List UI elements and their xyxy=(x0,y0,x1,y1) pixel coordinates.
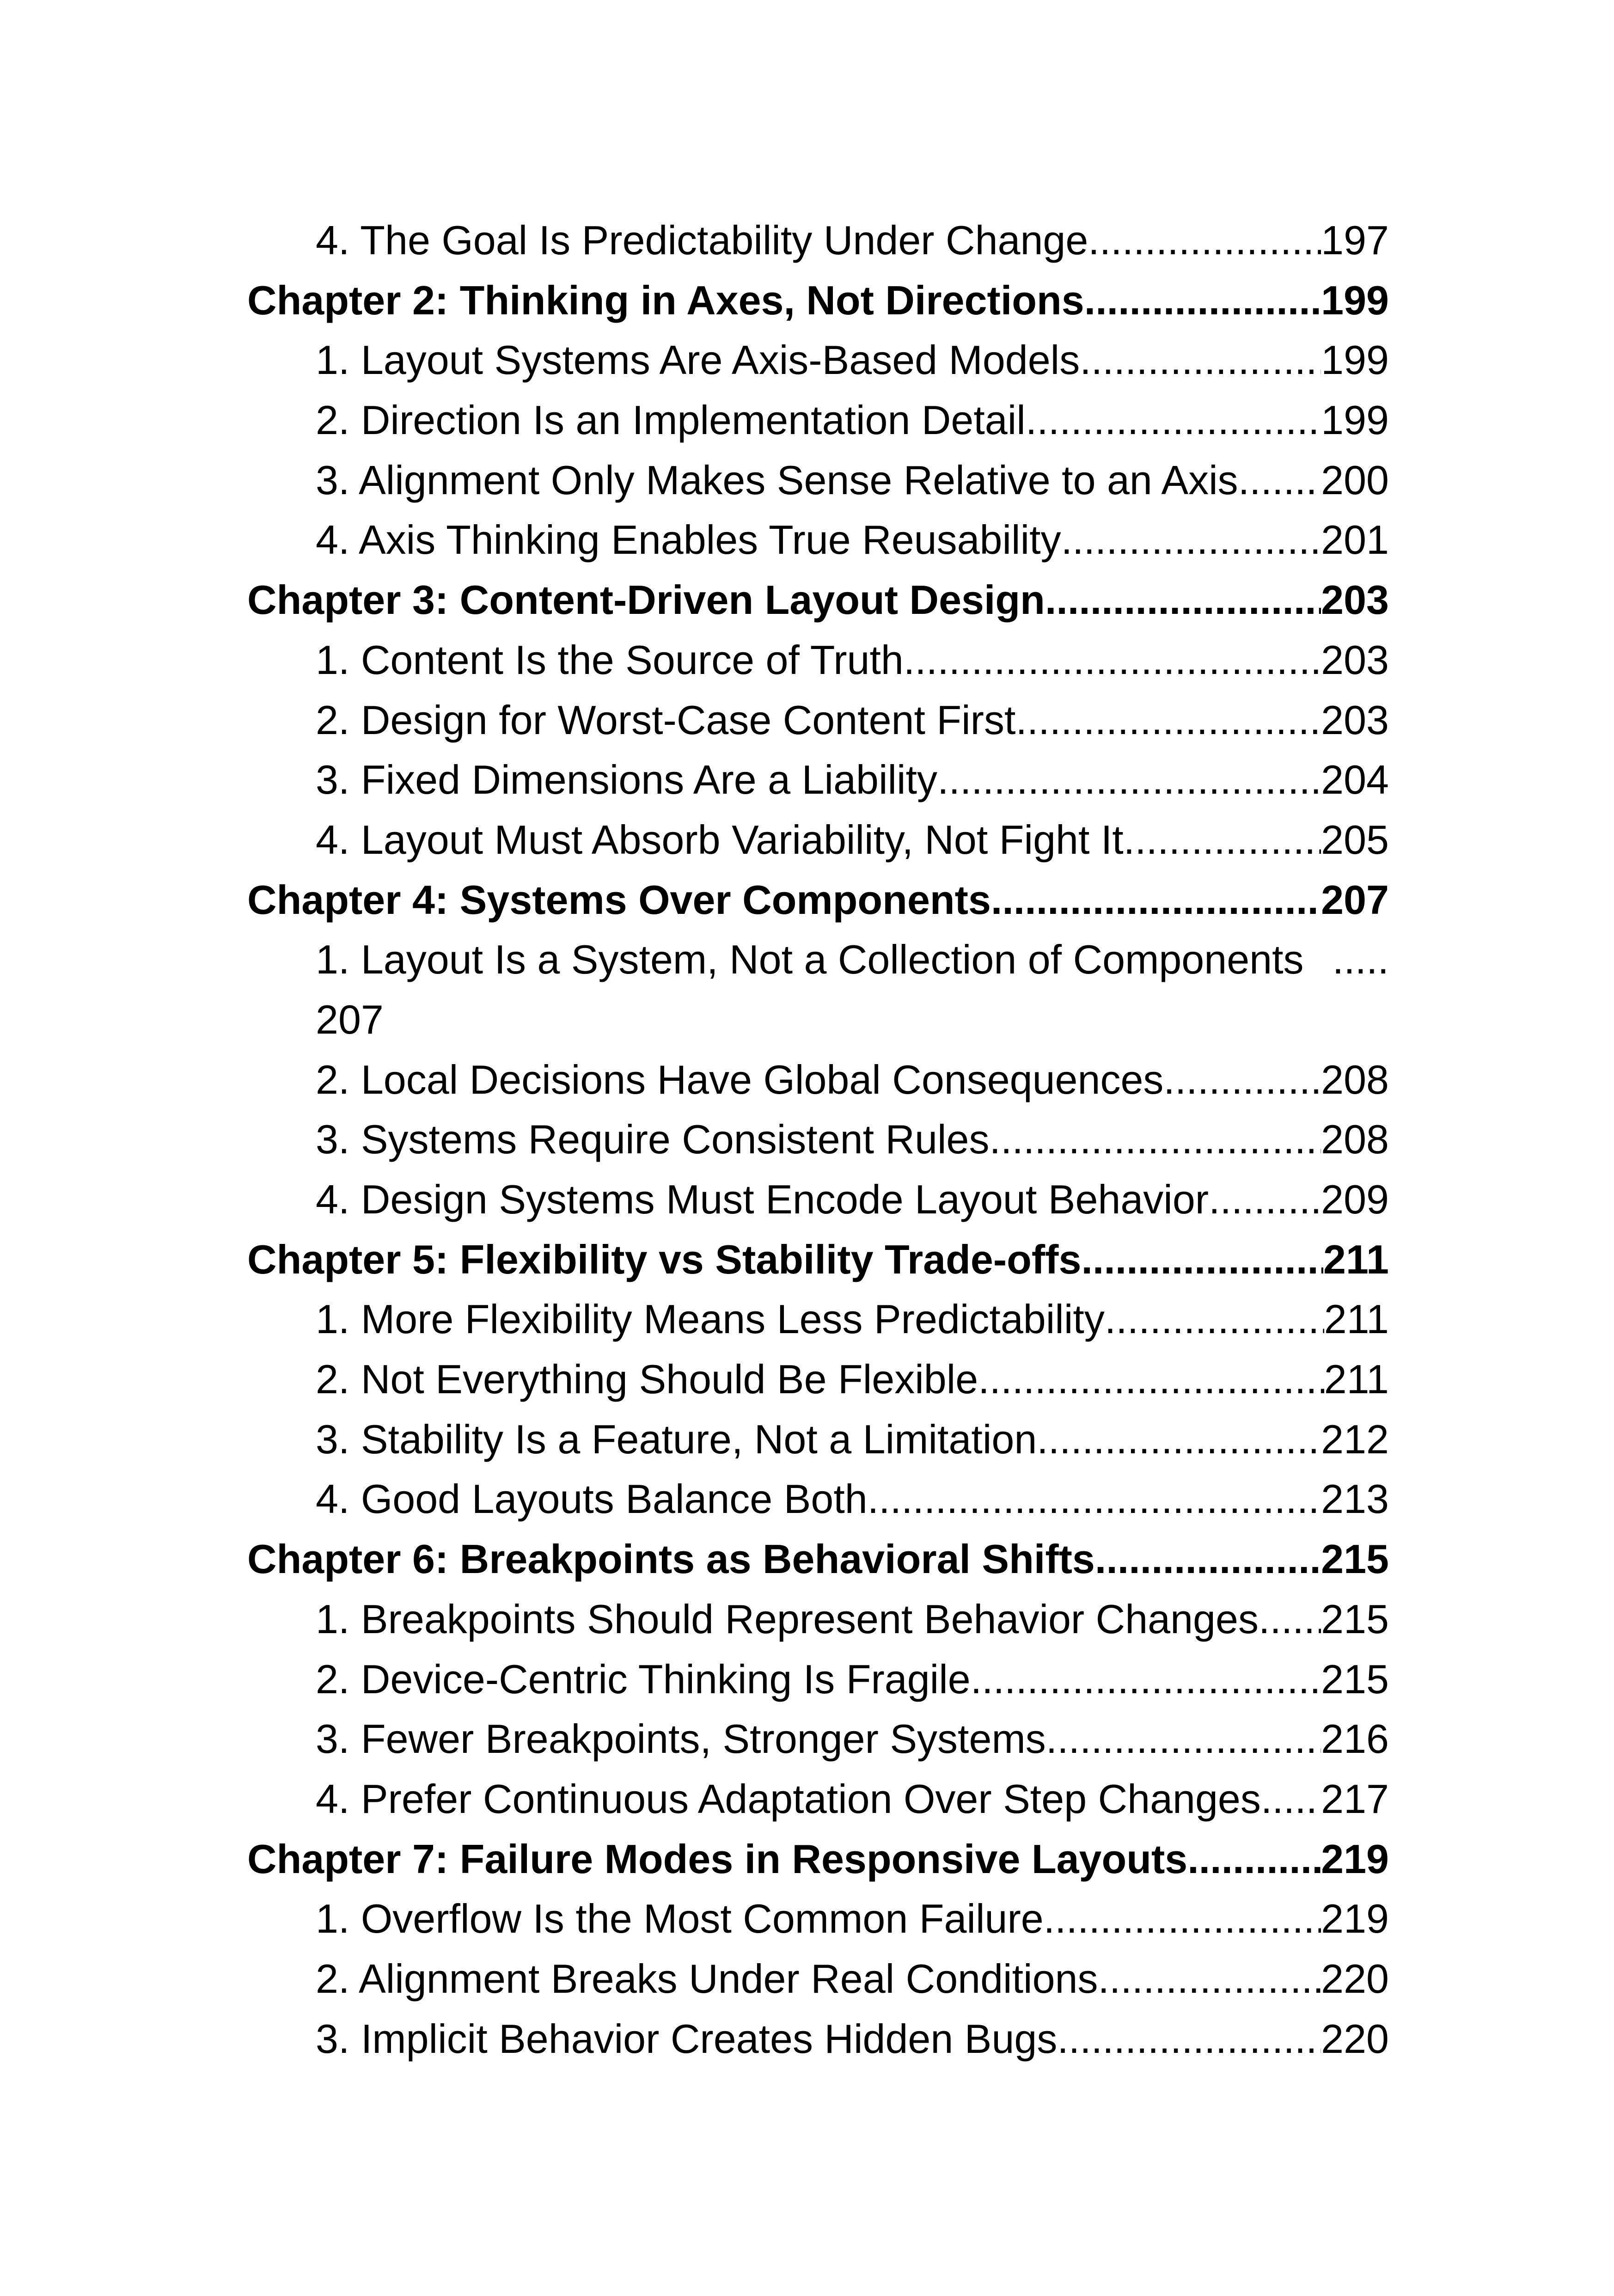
toc-section-entry xyxy=(247,1109,1389,1169)
entry-title: 4. Design Systems Must Encode Layout Behavior xyxy=(316,1176,1209,1223)
dot-leader xyxy=(1026,390,1321,450)
entry-title: 1. Layout Is a System, Not a Collection of Components xyxy=(316,937,1304,983)
entry-title: Chapter 5: Flexibility vs Stability Trade-offs xyxy=(247,1236,1082,1282)
page-number: 201 xyxy=(1321,517,1389,563)
toc-section-entry xyxy=(247,930,1389,1049)
page-number: 200 xyxy=(1321,457,1389,503)
page-number: 215 xyxy=(1321,1536,1389,1582)
toc-section-entry xyxy=(247,1050,1389,1110)
entry-title: 1. Layout Systems Are Axis-Based Models xyxy=(316,337,1080,383)
toc-section-entry xyxy=(247,210,1389,270)
toc-chapter-entry xyxy=(247,270,1389,331)
dot-leader xyxy=(1057,2009,1321,2069)
entry-title: Chapter 7: Failure Modes in Responsive Layouts xyxy=(247,1836,1188,1882)
dot-leader xyxy=(904,630,1321,690)
page-number: 199 xyxy=(1321,397,1389,443)
toc-section-entry xyxy=(247,1409,1389,1469)
dot-leader xyxy=(1045,570,1321,630)
entry-title: 2. Local Decisions Have Global Consequences xyxy=(316,1056,1164,1102)
dot-leader xyxy=(1261,1769,1321,1829)
entry-title: 2. Design for Worst-Case Content First xyxy=(316,697,1016,743)
entry-title: 4. Axis Thinking Enables True Reusability xyxy=(316,517,1061,563)
toc-section-entry xyxy=(247,690,1389,750)
toc-section-entry xyxy=(247,330,1389,390)
page-number: 209 xyxy=(1321,1176,1389,1223)
dot-leader xyxy=(971,1649,1321,1709)
entry-title: 1. Breakpoints Should Represent Behavior Changes xyxy=(316,1596,1259,1642)
toc-section-entry xyxy=(247,630,1389,690)
page-number: 203 xyxy=(1321,637,1389,683)
table-of-contents xyxy=(247,210,1389,2069)
entry-title: 4. The Goal Is Predictability Under Change xyxy=(316,217,1088,263)
page-number: 199 xyxy=(1321,337,1389,383)
entry-title: Chapter 4: Systems Over Components xyxy=(247,876,991,923)
dot-leader xyxy=(1124,810,1321,870)
toc-section-entry xyxy=(247,1769,1389,1829)
dot-leader xyxy=(1163,1050,1321,1110)
page-number: 208 xyxy=(1321,1056,1389,1102)
toc-section-entry xyxy=(247,750,1389,810)
toc-chapter-entry xyxy=(247,1829,1389,1889)
page-number: 207 xyxy=(316,996,384,1042)
page-number: 212 xyxy=(1321,1416,1389,1462)
page-number: 211 xyxy=(1323,1236,1389,1282)
toc-chapter-entry xyxy=(247,1230,1389,1290)
dot-leader xyxy=(868,1469,1321,1529)
page-number: 211 xyxy=(1324,1356,1389,1402)
toc-section-entry xyxy=(247,1949,1389,2009)
entry-title: 3. Implicit Behavior Creates Hidden Bugs xyxy=(316,2015,1058,2062)
page-number: 205 xyxy=(1321,816,1389,863)
dot-leader xyxy=(1088,210,1321,270)
toc-section-entry xyxy=(247,1589,1389,1649)
page-number: 217 xyxy=(1321,1776,1389,1822)
entry-title: 4. Good Layouts Balance Both xyxy=(316,1476,868,1522)
toc-section-entry xyxy=(247,1649,1389,1709)
dot-leader xyxy=(1015,690,1321,750)
dot-leader xyxy=(1037,1409,1321,1469)
toc-section-entry xyxy=(247,1709,1389,1769)
dot-leader xyxy=(1098,1949,1321,2009)
entry-title: 2. Not Everything Should Be Flexible xyxy=(316,1356,978,1402)
dot-leader xyxy=(1238,450,1321,510)
page-number: 215 xyxy=(1321,1596,1389,1642)
page-number: 203 xyxy=(1321,577,1389,623)
toc-section-entry xyxy=(247,810,1389,870)
entry-title: 1. Overflow Is the Most Common Failure xyxy=(316,1896,1044,1942)
page-number: 220 xyxy=(1321,2015,1389,2062)
page-number: 199 xyxy=(1321,277,1389,323)
dot-leader xyxy=(991,870,1321,930)
toc-section-entry xyxy=(247,1469,1389,1529)
entry-title: 2. Alignment Breaks Under Real Conditions xyxy=(316,1955,1098,2002)
dot-leader xyxy=(1044,1889,1321,1949)
page-number: 213 xyxy=(1321,1476,1389,1522)
dot-leader xyxy=(990,1109,1321,1169)
dot-leader xyxy=(1080,330,1321,390)
dot-leader: ..... xyxy=(1332,937,1389,983)
entry-title: 3. Alignment Only Makes Sense Relative to an Axis xyxy=(316,457,1238,503)
toc-section-entry xyxy=(247,390,1389,450)
dot-leader xyxy=(1061,510,1321,570)
entry-title: Chapter 2: Thinking in Axes, Not Directions xyxy=(247,277,1084,323)
entry-title: 4. Layout Must Absorb Variability, Not Fight It xyxy=(316,816,1124,863)
page-number: 219 xyxy=(1321,1836,1389,1882)
entry-title: 2. Device-Centric Thinking Is Fragile xyxy=(316,1656,971,1702)
toc-section-entry xyxy=(247,510,1389,570)
toc-section-entry xyxy=(247,1169,1389,1230)
entry-title: 1. Content Is the Source of Truth xyxy=(316,637,904,683)
toc-section-entry xyxy=(247,1889,1389,1949)
toc-section-entry xyxy=(247,1349,1389,1409)
page-number: 203 xyxy=(1321,697,1389,743)
entry-title: 3. Stability Is a Feature, Not a Limitation xyxy=(316,1416,1037,1462)
page-number: 215 xyxy=(1321,1656,1389,1702)
dot-leader xyxy=(1187,1829,1321,1889)
dot-leader xyxy=(978,1349,1324,1409)
dot-leader xyxy=(1105,1289,1324,1349)
dot-leader xyxy=(1095,1529,1321,1589)
entry-title: 3. Fewer Breakpoints, Stronger Systems xyxy=(316,1716,1046,1762)
toc-chapter-entry xyxy=(247,870,1389,930)
dot-leader xyxy=(1046,1709,1321,1769)
entry-title: Chapter 6: Breakpoints as Behavioral Shifts xyxy=(247,1536,1095,1582)
toc-chapter-entry xyxy=(247,1529,1389,1589)
entry-title: 1. More Flexibility Means Less Predictability xyxy=(316,1296,1105,1342)
page-number: 197 xyxy=(1321,217,1389,263)
toc-section-entry xyxy=(247,1289,1389,1349)
entry-title: 3. Fixed Dimensions Are a Liability xyxy=(316,757,938,803)
page-number: 211 xyxy=(1324,1296,1389,1342)
page-number: 207 xyxy=(1321,876,1389,923)
page-number: 204 xyxy=(1321,757,1389,803)
toc-chapter-entry xyxy=(247,570,1389,630)
page-number: 208 xyxy=(1321,1116,1389,1163)
entry-title: 2. Direction Is an Implementation Detail xyxy=(316,397,1026,443)
entry-title: 3. Systems Require Consistent Rules xyxy=(316,1116,990,1163)
page-number: 220 xyxy=(1321,1955,1389,2002)
entry-title: Chapter 3: Content-Driven Layout Design xyxy=(247,577,1045,623)
dot-leader xyxy=(1209,1169,1321,1230)
page-number: 216 xyxy=(1321,1716,1389,1762)
dot-leader xyxy=(1084,270,1321,331)
dot-leader xyxy=(1081,1230,1323,1290)
dot-leader xyxy=(937,750,1321,810)
toc-section-entry xyxy=(247,450,1389,510)
toc-section-entry xyxy=(247,2009,1389,2069)
page-number: 219 xyxy=(1321,1896,1389,1942)
dot-leader xyxy=(1259,1589,1321,1649)
entry-title: 4. Prefer Continuous Adaptation Over Step Changes xyxy=(316,1776,1261,1822)
